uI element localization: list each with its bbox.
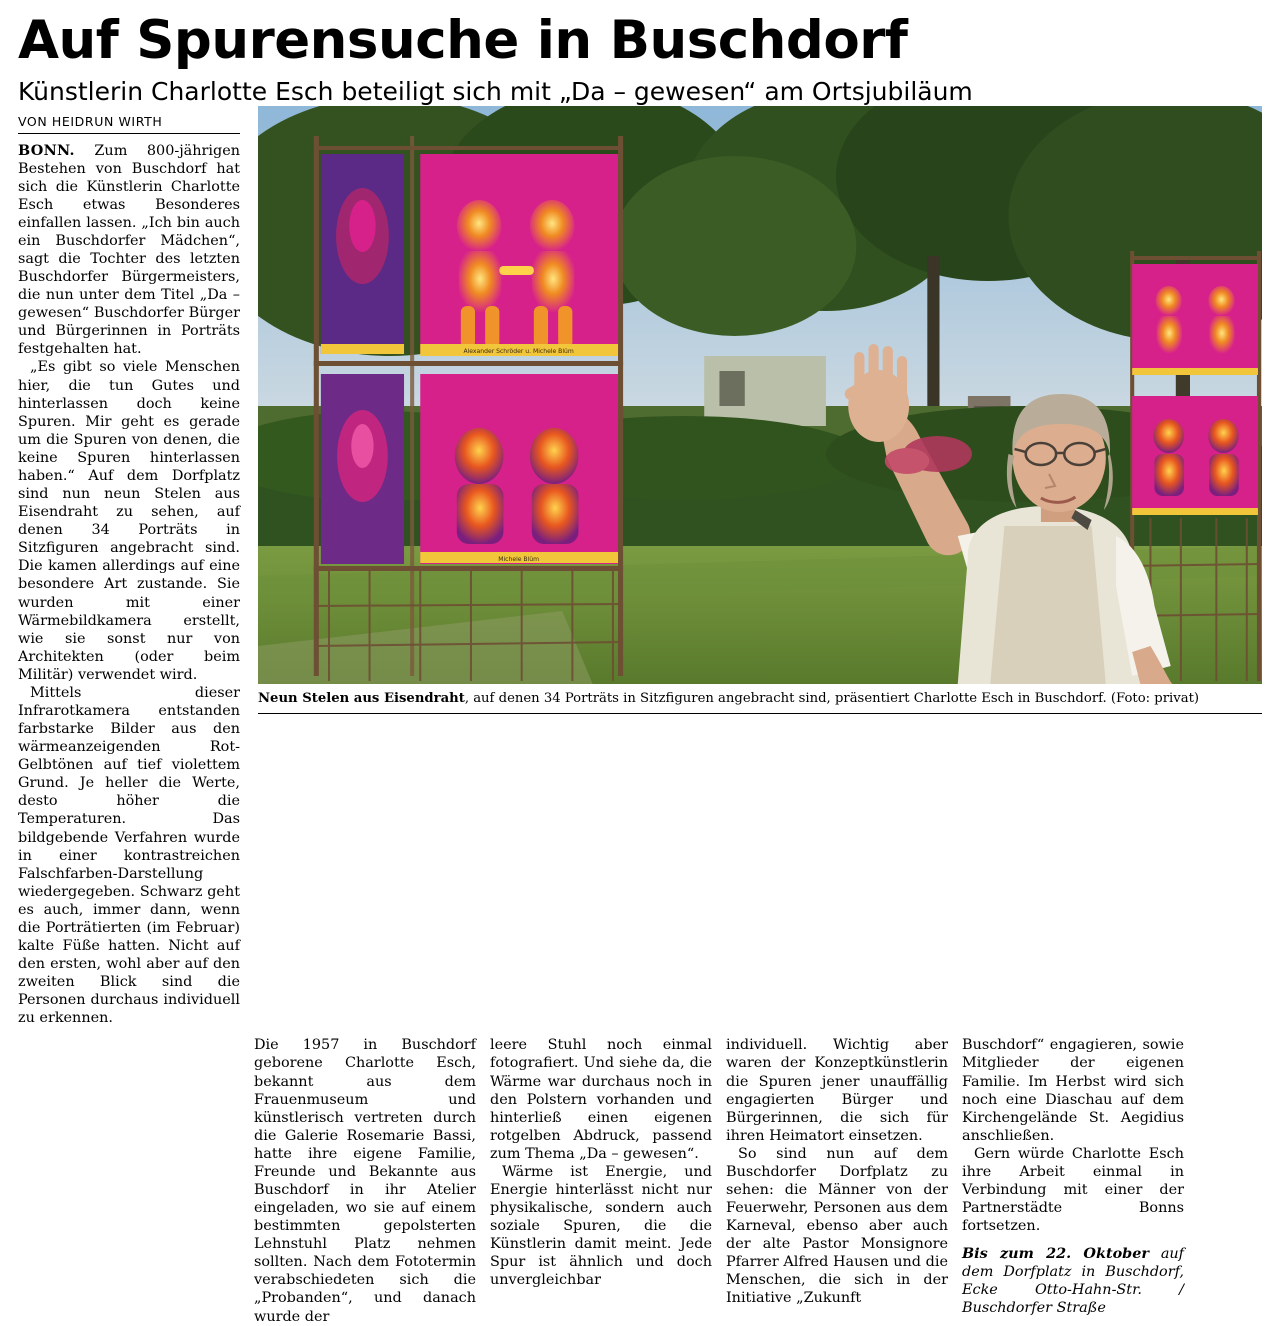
paragraph: Gern würde Charlotte Esch ihre Arbeit einmal in Verbindung mit einer der Partnerstädte Bonns fortsetzen. (962, 1145, 1184, 1235)
svg-text:Michele Blüm: Michele Blüm (498, 555, 540, 563)
paragraph: leere Stuhl noch einmal fotografiert. Und siehe da, die Wärme war durchaus noch in den Polstern vorhanden und hinterließ einen eigenen rotgelben Abdruck, passend zum Thema „Da – gewesen“. (490, 1037, 712, 1162)
svg-text:Alexander Schröder u. Michele: Alexander Schröder u. Michele Blüm (463, 347, 574, 355)
dateline: BONN. (18, 141, 75, 159)
paragraph: So sind nun auf dem Buschdorfer Dorfplatz zu sehen: die Männer von der Feuerwehr, Personen aus dem Karneval, ebenso aber auch der alte Pastor Monsignore Pfarrer Alfred Hausen und die Menschen, die sich in der Initiative „Zukunft (726, 1145, 948, 1307)
page-subtitle: Künstlerin Charlotte Esch beteiligt sich mit „Da – gewesen“ am Ortsjubiläum (18, 77, 973, 107)
column-2-text (254, 1036, 476, 1325)
article-photo (258, 106, 1262, 684)
column-3 (490, 1036, 726, 1325)
column-3-text (490, 1036, 712, 1289)
photo-caption (258, 684, 1262, 715)
paragraph (18, 142, 240, 359)
page-title: Auf Spurensuche in Buschdorf (18, 10, 908, 71)
photo-illustration (258, 106, 1262, 684)
paragraph: „Es gibt so viele Menschen hier, die tun Gutes und hinterlassen doch keine Spuren. Mir geht es gerade um die Spuren von denen, die keine Spuren hinterlassen haben.“ Auf dem Dorfplatz sind nun neun Stelen aus Eisendraht zu sehen, auf denen 34 Porträts in Sitzfiguren angebracht sind. Die kamen allerdings auf eine besondere Art zustande. Sie wurden mit einer Wärmebildkamera erstellt, wie sie sonst nur von Architekten (oder beim Militär) verwendet wird. (18, 359, 240, 683)
column-4-text (726, 1036, 948, 1307)
photo-column (254, 106, 1262, 715)
paragraph-text: Zum 800-jährigen Bestehen von Buschdorf hat sich die Künstlerin Charlotte Esch etwas Besonderes einfallen lassen. „Ich bin auch ein Buschdorfer Mädchen“, sagt die Tochter des letzten Buschdorfer Bürgermeisters, die nun unter dem Titel „Da – gewesen“ Buschdorfer Bürger und Bürgerinnen in Porträts festgehalten hat. (18, 142, 240, 358)
lower-columns (18, 1027, 1262, 1325)
top-area (18, 106, 1262, 1028)
info-note-text: auf dem Dorfplatz in Buschdorf, Ecke Otto-Hahn-Str. / Buschdorfer Straße (962, 1246, 1185, 1317)
paragraph: Buschdorf“ engagieren, sowie Mitglieder der eigenen Familie. Im Herbst wird sich noch eine Diaschau auf dem Kirchengelände St. Aegidius anschließen. (962, 1037, 1184, 1144)
paragraph: Mittels dieser Infrarotkamera entstanden farbstarke Bilder aus den wärmeanzeigenden Rot- Gelbtönen auf tief violettem Grund. Je heller die Werte, desto höher die Temperaturen. Das bildgebende Verfahren wurde in einer kontrastreichen Falschfarben-Darstellung wiedergegeben. Schwarz geht es auch, immer dann, wenn die Porträtierten (im Februar) kalte Füße hatten. Nicht auf den ersten, wohl aber auf den zweiten Blick sind die Personen durchaus individuell zu erkennen. (18, 684, 240, 1027)
paragraph: individuell. Wichtig aber waren der Konzeptkünstlerin die Spuren jener unauffällig engagierten Bürger und Bürgerinnen, die sich für ihren Heimatort einsetzen. (726, 1037, 948, 1144)
column-1-continued (18, 1036, 254, 1325)
paragraph: Die 1957 in Buschdorf geborene Charlotte Esch, bekannt aus dem Frauenmuseum und künstlerisch vertreten durch die Galerie Rosemarie Bassi, hatte ihre eigene Familie, Freunde und Bekannte aus Buschdorf in ihr Atelier eingeladen, wo sie auf einem bestimmten gepolsterten Lehnstuhl Platz nehmen sollten. Nach dem Fototermin verabschiedeten sich die „Probanden“, und danach wurde der (254, 1037, 476, 1325)
newspaper-page (0, 10, 1280, 1325)
byline: VON HEIDRUN WIRTH (18, 106, 240, 134)
caption-text: , auf denen 34 Porträts in Sitzfiguren angebracht sind, präsentiert Charlotte Esch in Buschdorf. (Foto: privat) (464, 690, 1200, 706)
column-1-text (18, 142, 240, 1028)
column-5-text (962, 1036, 1184, 1235)
column-5 (962, 1036, 1184, 1325)
paragraph: Wärme ist Energie, und Energie hinterlässt nicht nur physikalische, sondern auch soziale Spuren, die die Künstlerin damit meint. Jede Spur ist ähnlich und doch unvergleichbar (490, 1163, 712, 1289)
info-note (962, 1245, 1184, 1317)
caption-lead: Neun Stelen aus Eisendraht (258, 690, 465, 706)
column-4 (726, 1036, 962, 1325)
info-note-lead: Bis zum 22. Oktober (962, 1245, 1149, 1263)
column-1 (18, 106, 254, 1028)
column-2 (254, 1036, 490, 1325)
